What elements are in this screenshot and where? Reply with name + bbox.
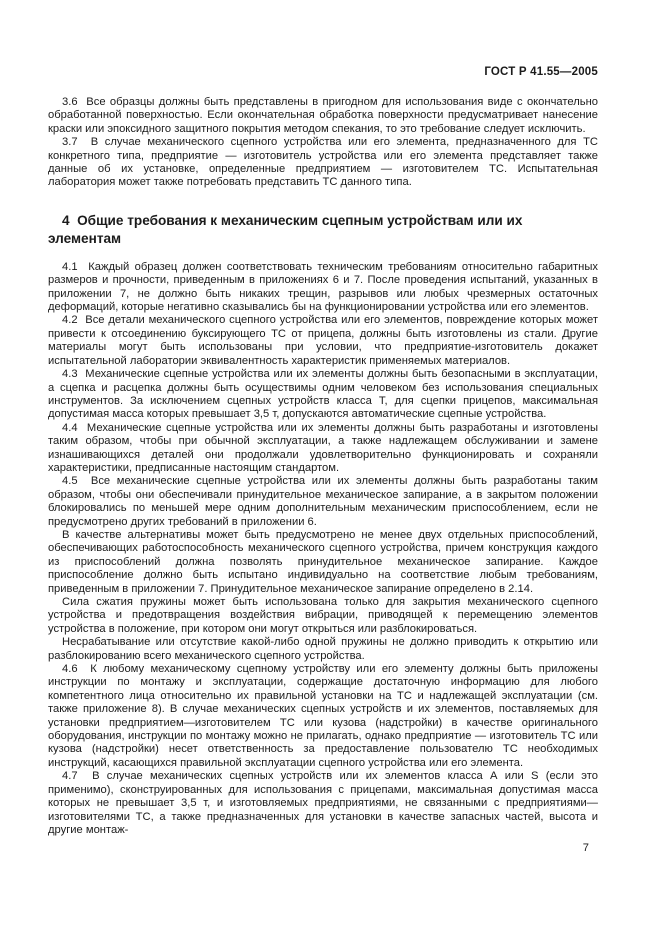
paragraph-4-1: 4.1 Каждый образец должен соответствовать техническим требованиям относительно габаритных размеров и прочности, приведенным в приложениях 6 и 7. После проведения испытаний, указанных в приложении 7, не должно быть никаких трещин, разрывов или любых чрезмерных остаточных деформаций, которые негативно сказывались бы на функционировании устройства или его элементов. — [48, 260, 598, 314]
paragraph-4-3: 4.3 Механические сцепные устройства или их элементы должны быть безопасными в эксплуатации, а сцепка и расцепка должны быть осуществимы одним человеком без использования специальных инструментов. За исключением сцепных устройств класса Т, для сцепки прицепов, максимальная допустимая масса которых превышает 3,5 т, допускаются автоматические сцепные устройства. — [48, 368, 598, 421]
paragraph-3-7: 3.7 В случае механического сцепного устройства или его элемента, предназначенного для ТС конкретного типа, предприятие — изготовитель устройства или его элемента представляет также данные об их установке, определенные предприятием — изготовителем ТС. Испытательная лаборатория может также потребовать представить ТС данного типа. — [48, 136, 598, 189]
page-number: 7 — [582, 842, 589, 855]
document-body — [48, 96, 598, 855]
paragraph-4-2: 4.2 Все детали механического сцепного устройства или его элементов, повреждение которых может привести к отсоединению буксирующего ТС от прицепа, должны быть изготовлены из стали. Другие материалы могут быть использованы при условии, что предприятие-изготовитель докажет испытательной лаборатории эквивалентность характеристик применяемых материалов. — [48, 314, 598, 367]
paragraph-4-5: 4.5 Все механические сцепные устройства или их элементы должны быть разработаны таким образом, чтобы они обеспечивали принудительное механическое запирание, а в закрытом положении блокировались по меньшей мере одним дополнительным механическим приспособлением, если не предусмотрено других требований в приложении 6. — [48, 475, 598, 528]
paragraph-3-6: 3.6 Все образцы должны быть представлены в пригодном для использования виде с окончательно обработанной поверхностью. Если окончательная обработка поверхности предусматривает нанесение краски или эпоксидного защитного покрытия методом спекания, то это требование следует исключить. — [48, 96, 598, 135]
section-4-heading: 4 Общие требования к механическим сцепным устройствам или их элементам — [48, 212, 523, 246]
paragraph-4-5-alternative: В качестве альтернативы может быть предусмотрено не менее двух отдельных приспособлений, обеспечивающих работоспособность механического сцепного устройства, причем конструкция каждого из приспособлений должна позволять принудительное механическое запирание. Каждое приспособление должно быть испытано индивидуально на соответствие любым требованиям, приведенным в приложении 7. Принудительное механическое запирание определено в 2.14. — [48, 528, 598, 595]
paragraph-4-5-spring-force: Сила сжатия пружины может быть использована только для закрытия механического сцепного устройства и предотвращения воздействия вибрации, приводящей к перемещению элементов устройства в положение, при котором они могут открыться или разблокироваться. — [48, 596, 598, 635]
paragraph-4-4: 4.4 Механические сцепные устройства или их элементы должны быть разработаны и изготовлены таким образом, чтобы при обычной эксплуатации, а также надлежащем обслуживании и замене изнашивающихся деталей они продолжали удовлетворительно функционировать и сохраняли характеристики, предписанные настоящим стандартом. — [48, 421, 598, 474]
paragraph-4-5-spring-failure: Несрабатывание или отсутствие какой-либо одной пружины не должно приводить к открытию или разблокированию всего механического сцепного устройства. — [48, 636, 598, 662]
paragraph-4-6: 4.6 К любому механическому сцепному устройству или его элементу должны быть приложены инструкции по монтажу и эксплуатации, содержащие достаточную информацию для любого компетентного лица относительно их правильной установки на ТС и надлежащей эксплуатации (см. также приложение 8). В случае механических сцепных устройств и их элементов, поставляемых для установки предприятием—изготовителем ТС или кузова (надстройки) в качестве оригинального оборудования, инструкции по монтажу можно не прилагать, однако предприятие — изготовитель ТС или кузова (надстройки) несет ответственность за предоставление пользователю ТС необходимых инструкций, касающихся правильной эксплуатации сцепного устройства или его элемента. — [48, 663, 598, 769]
document-content — [48, 0, 598, 855]
paragraph-4-7: 4.7 В случае механических сцепных устройств или их элементов класса А или S (если это применимо), сконструированных для использования с прицепами, максимальная допустимая масса которых не превышает 3,5 т, и изготовляемых предприятиями, не связанными с предприятиями—изготовителями ТС, а также предназначенных для установки в качестве запасных частей, высота и другие монтаж- — [48, 770, 598, 836]
standard-designation-header: ГОСТ Р 41.55—2005 — [484, 66, 598, 78]
